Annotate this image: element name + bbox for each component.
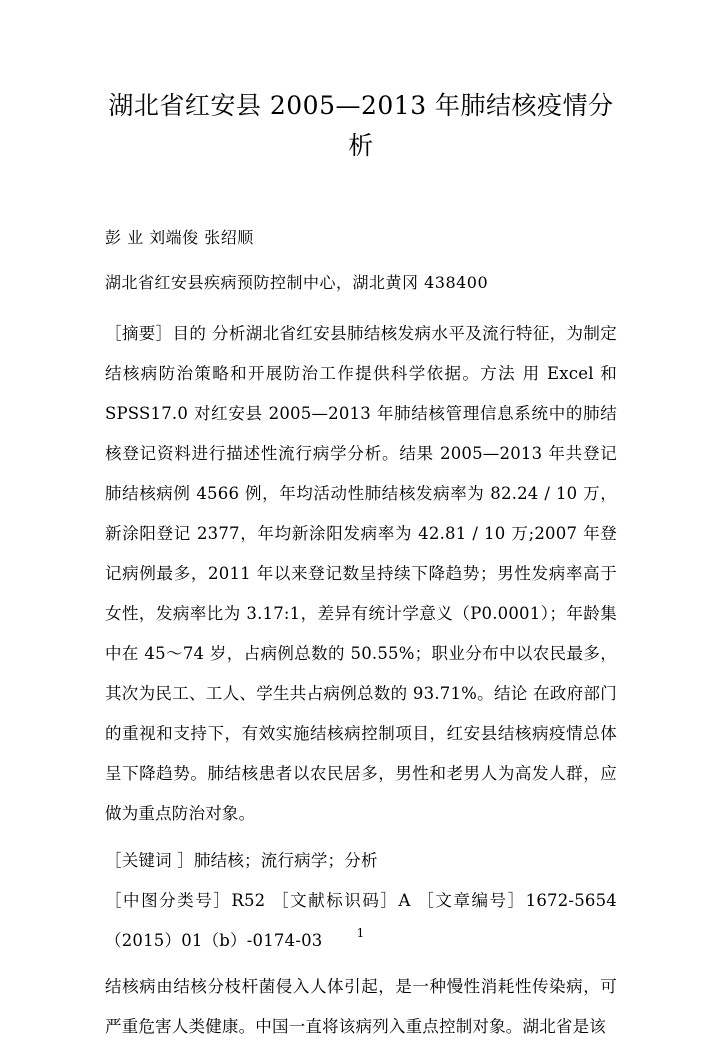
page-content: [105, 0, 617, 1047]
keywords-line: ［关键词 ］肺结核；流行病学；分析: [105, 851, 378, 870]
abstract-paragraph: ［摘要］目的 分析湖北省红安县肺结核发病水平及流行特征，为制定结核病防治策略和开展防治工作提供科学依据。方法 用 Excel 和 SPSS17.0 对红安县 2005—2013 年肺结核管理信息系统中的肺结核登记资料进行描述性流行病学分析。结果 2005—2013 年共登记肺结核病例 4566 例，年均活动性肺结核发病率为 82.24 / 10 万，新涂阳登记 2377，年均新涂阳发病率为 42.81 / 10 万;2007 年登记病例最多，2011 年以来登记数呈持续下降趋势；男性发病率高于女性，发病率比为 3.17:1，差异有统计学意义（P0.0001）；年龄集中在 45～74 岁，占病例总数的 50.55%；职业分布中以农民最多，其次为民工、工人、学生共占病例总数的 93.71%。结论 在政府部门的重视和支持下，有效实施结核病控制项目，红安县结核病疫情总体呈下降趋势。肺结核患者以农民居多，男性和老男人为高发人群，应做为重点防治对象。: [105, 324, 617, 823]
body-paragraph: 结核病由结核分枝杆菌侵入人体引起，是一种慢性消耗性传染病，可严重危害人类健康。中国一直将该病列入重点控制对象。湖北省是该: [105, 977, 617, 1036]
page-title: 湖北省红安县 2005—2013 年肺结核疫情分析: [108, 91, 614, 160]
page-number: 1: [356, 926, 365, 940]
affiliation-line: 湖北省红安县疾病预防控制中心，湖北黄冈 438400: [105, 273, 489, 292]
classification-line: ［中图分类号］R52 ［文献标识码］A ［文章编号］1672-5654（2015）01（b）-0174-03: [105, 891, 617, 950]
author-list: 彭 业 刘端俊 张绍顺: [105, 228, 254, 247]
